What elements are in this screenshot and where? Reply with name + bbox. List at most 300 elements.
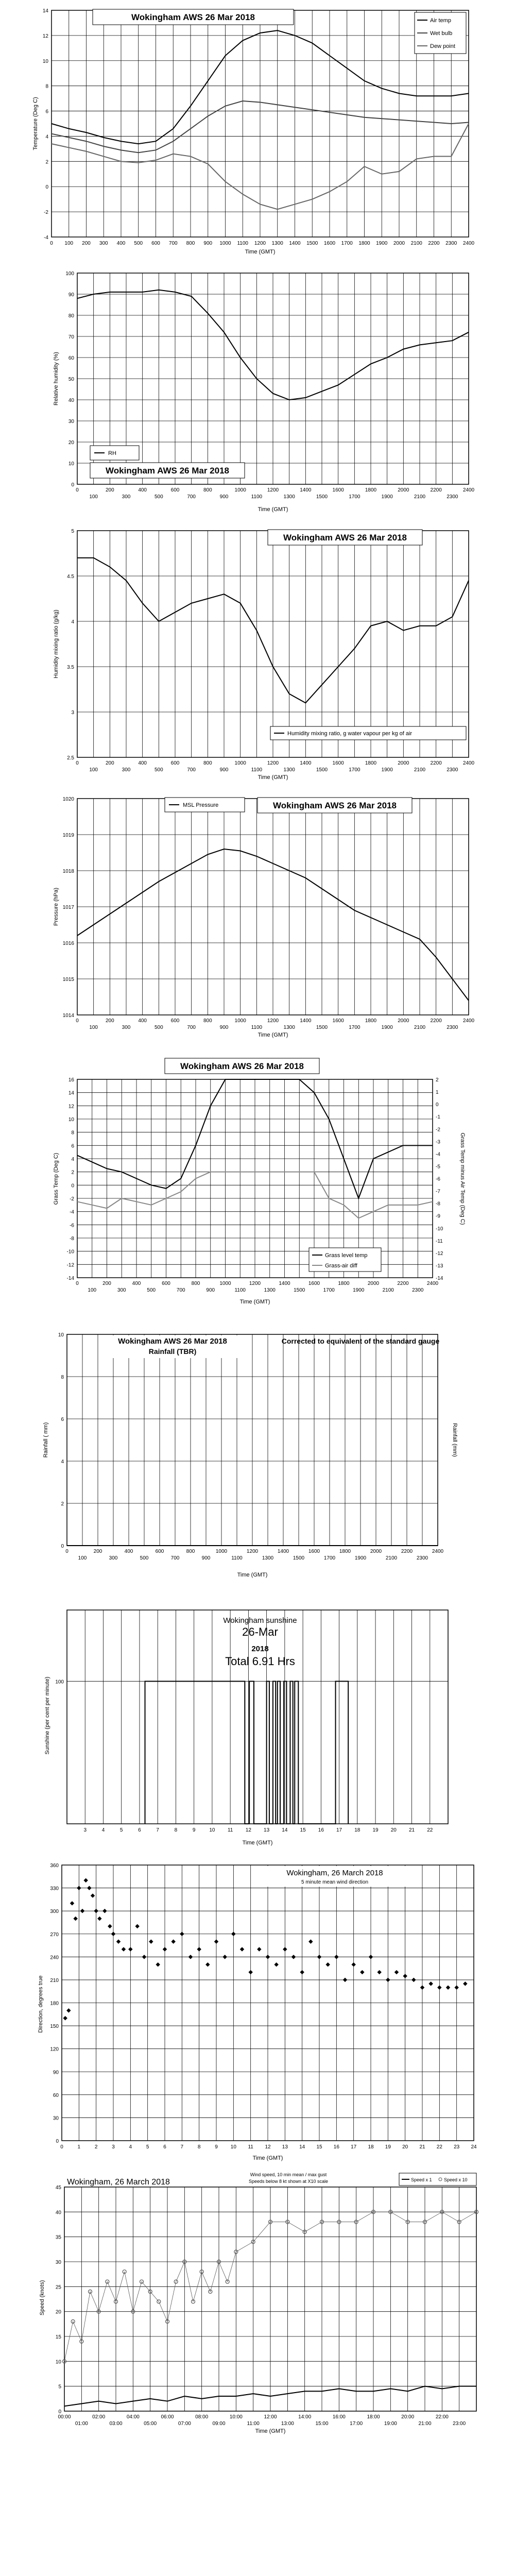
x-tick-label: 1700 bbox=[323, 1555, 336, 1561]
x-axis-label: Time (GMT) bbox=[245, 249, 276, 255]
data-point bbox=[97, 1917, 101, 1921]
data-point bbox=[80, 1909, 84, 1913]
x-tick-label: 1700 bbox=[349, 1025, 360, 1030]
y-tick-label: 330 bbox=[50, 1886, 59, 1892]
y-tick-label: 20 bbox=[55, 2309, 61, 2315]
data-point bbox=[108, 1924, 112, 1928]
x-axis-label: Time (GMT) bbox=[242, 1840, 273, 1846]
x-tick-label: 800 bbox=[186, 241, 195, 246]
y-axis-label: Speed (knots) bbox=[39, 2280, 45, 2316]
data-point bbox=[274, 1962, 278, 1967]
x-tick-label: 2300 bbox=[447, 767, 458, 773]
legend-label-hmr: Humidity mixing ratio, g water vapour per kg of air bbox=[287, 731, 413, 737]
y-tick-label: 1017 bbox=[62, 905, 74, 910]
y-tick-label: 120 bbox=[50, 2046, 59, 2053]
wind-speed-chart-panel bbox=[0, 2169, 515, 2437]
x-tick-label: 1900 bbox=[353, 1287, 365, 1293]
x-tick-label: 11:00 bbox=[247, 2421, 260, 2427]
x-tick-label: 200 bbox=[82, 241, 91, 246]
temperature-chart-panel bbox=[0, 0, 515, 258]
pressure-chart bbox=[0, 783, 515, 1041]
data-point bbox=[257, 1947, 261, 1951]
x-tick-label: 1700 bbox=[341, 241, 353, 246]
data-point bbox=[420, 1986, 424, 1990]
y2-tick-label: -1 bbox=[436, 1114, 440, 1121]
y-tick-label: -10 bbox=[66, 1249, 74, 1255]
x-tick-label: 02:00 bbox=[92, 2414, 106, 2420]
y-tick-label: 40 bbox=[68, 398, 74, 403]
humidity-chart-panel bbox=[0, 258, 515, 515]
y-tick-label: 240 bbox=[50, 1955, 59, 1961]
legend-label-speed1: Speed x 1 bbox=[411, 2177, 432, 2182]
y-tick-label: 30 bbox=[55, 2260, 61, 2265]
x-tick-label: 2200 bbox=[430, 487, 442, 493]
y-tick-label: -2 bbox=[70, 1196, 74, 1202]
x-tick-label: 10:00 bbox=[229, 2414, 243, 2420]
x-tick-label: 300 bbox=[122, 494, 131, 500]
x-tick-label: 900 bbox=[219, 767, 229, 773]
x-tick-label: 2200 bbox=[430, 760, 442, 766]
x-tick-label: 1000 bbox=[234, 760, 246, 766]
x-tick-label: 2200 bbox=[397, 1281, 409, 1286]
chart-subtitle: Wind speed, 10 min mean / max gust bbox=[250, 2172, 327, 2177]
x-tick-label: 2400 bbox=[432, 1549, 444, 1554]
data-point bbox=[334, 1955, 338, 1959]
x-tick-label: 1 bbox=[77, 2144, 81, 2150]
data-point bbox=[83, 1878, 88, 1882]
x-tick-label: 1800 bbox=[358, 241, 370, 246]
x-tick-label: 18 bbox=[368, 2144, 374, 2150]
y-tick-label: 5 bbox=[71, 529, 74, 534]
x-tick-label: 1000 bbox=[234, 487, 246, 493]
x-tick-label: 2000 bbox=[393, 241, 405, 246]
y2-tick-label: -6 bbox=[436, 1176, 440, 1182]
y2-tick-label: -13 bbox=[436, 1263, 443, 1269]
y-tick-label: 2.5 bbox=[67, 755, 74, 761]
x-tick-label: 1300 bbox=[262, 1555, 274, 1561]
x-tick-label: 2100 bbox=[385, 1555, 398, 1561]
data-point bbox=[411, 1978, 416, 1982]
y-tick-label: 50 bbox=[68, 377, 74, 382]
x-tick-label: 2200 bbox=[401, 1549, 413, 1554]
x-tick-label: 1100 bbox=[237, 241, 249, 246]
x-tick-label: 2300 bbox=[416, 1555, 428, 1561]
x-tick-label: 100 bbox=[88, 1287, 97, 1293]
chart-subtitle: 5 minute mean wind direction bbox=[301, 1879, 369, 1885]
x-tick-label: 1000 bbox=[219, 241, 231, 246]
y-tick-label: 20 bbox=[68, 440, 74, 446]
y-tick-label: 30 bbox=[68, 419, 74, 425]
x-tick-label: 08:00 bbox=[195, 2414, 209, 2420]
x-tick-label: 700 bbox=[168, 241, 178, 246]
x-tick-label: 2000 bbox=[398, 1018, 409, 1024]
wind-speed-chart bbox=[0, 2169, 515, 2437]
x-tick-label: 2400 bbox=[462, 241, 475, 246]
x-tick-label: 600 bbox=[155, 1549, 164, 1554]
x-tick-label: 1100 bbox=[251, 494, 263, 500]
data-point bbox=[317, 1955, 321, 1959]
y-tick-label: 12 bbox=[68, 1104, 74, 1110]
y-tick-label: 0 bbox=[45, 184, 48, 191]
x-tick-label: 400 bbox=[138, 760, 147, 766]
y-axis-label: Temperature (Deg C) bbox=[32, 97, 39, 150]
x-tick-label: 1900 bbox=[376, 241, 388, 246]
x-tick-label: 05:00 bbox=[144, 2421, 157, 2427]
x-tick-label: 500 bbox=[154, 767, 163, 773]
x-tick-label: 2200 bbox=[430, 1018, 442, 1024]
y-tick-label: 70 bbox=[68, 334, 74, 340]
y-tick-label: 6 bbox=[61, 1417, 64, 1422]
y2-tick-label: -3 bbox=[436, 1139, 440, 1145]
x-axis-label: Time (GMT) bbox=[237, 1572, 268, 1578]
plot-frame bbox=[67, 1610, 448, 1824]
x-tick-label: 1300 bbox=[264, 1287, 276, 1293]
y2-tick-label: -8 bbox=[436, 1201, 440, 1207]
x-tick-label: 12:00 bbox=[264, 2414, 277, 2420]
x-axis-label: Time (GMT) bbox=[239, 1299, 270, 1305]
x-axis-label: Time (GMT) bbox=[258, 1032, 288, 1038]
x-tick-label: 09:00 bbox=[212, 2421, 226, 2427]
x-tick-label: 12 bbox=[265, 2144, 271, 2150]
x-tick-label: 1400 bbox=[289, 241, 301, 246]
y-tick-label: -4 bbox=[44, 235, 48, 241]
x-tick-label: 600 bbox=[170, 760, 180, 766]
x-tick-label: 900 bbox=[201, 1555, 211, 1561]
data-point bbox=[222, 1955, 227, 1959]
data-point bbox=[102, 1909, 107, 1913]
data-point bbox=[188, 1955, 193, 1959]
x-tick-label: 3 bbox=[83, 1827, 87, 1833]
x-tick-label: 0 bbox=[65, 1549, 68, 1554]
x-tick-label: 200 bbox=[93, 1549, 102, 1554]
x-tick-label: 2400 bbox=[462, 1018, 475, 1024]
y-tick-label: 14 bbox=[68, 1090, 74, 1096]
x-tick-label: 06:00 bbox=[161, 2414, 174, 2420]
x-tick-label: 1300 bbox=[283, 494, 295, 500]
x-tick-label: 4 bbox=[129, 2144, 132, 2150]
x-tick-label: 1300 bbox=[271, 241, 283, 246]
data-point bbox=[77, 1886, 81, 1890]
y-tick-label: 1016 bbox=[62, 941, 74, 946]
data-point bbox=[135, 1924, 139, 1928]
x-tick-label: 2100 bbox=[414, 767, 426, 773]
y2-tick-label: 2 bbox=[436, 1077, 439, 1083]
data-point bbox=[156, 1962, 160, 1967]
x-tick-label: 1600 bbox=[332, 1018, 344, 1024]
y2-tick-label: 0 bbox=[436, 1102, 439, 1108]
x-tick-label: 18:00 bbox=[367, 2414, 380, 2420]
x-tick-label: 600 bbox=[151, 241, 160, 246]
x-tick-label: 0 bbox=[50, 241, 53, 246]
x-tick-label: 400 bbox=[138, 487, 147, 493]
x-tick-label: 200 bbox=[105, 760, 114, 766]
y-axis-label: Humidity mixing ratio (g/kg) bbox=[53, 609, 59, 679]
y-axis-label: Pressure (hPa) bbox=[53, 888, 59, 926]
x-tick-label: 500 bbox=[140, 1555, 149, 1561]
x-tick-label: 11 bbox=[248, 2144, 253, 2150]
data-point bbox=[403, 1974, 407, 1978]
x-tick-label: 600 bbox=[170, 1018, 180, 1024]
y-tick-label: 100 bbox=[65, 271, 74, 277]
x-tick-label: 2400 bbox=[462, 487, 475, 493]
grass-temp-chart bbox=[0, 1051, 515, 1309]
data-point bbox=[87, 1886, 91, 1890]
data-point bbox=[63, 2016, 67, 2020]
y-tick-label: 180 bbox=[50, 2001, 59, 2007]
y-tick-label: -2 bbox=[44, 210, 48, 216]
chart-title: Wokingham AWS 26 Mar 2018 bbox=[273, 801, 397, 810]
x-tick-label: 200 bbox=[102, 1281, 111, 1286]
y-tick-label: 300 bbox=[50, 1909, 59, 1915]
x-tick-label: 600 bbox=[170, 487, 180, 493]
y2-tick-label: -10 bbox=[436, 1226, 443, 1232]
y-tick-label: 90 bbox=[53, 2070, 59, 2076]
y2-tick-label: -9 bbox=[436, 1213, 440, 1219]
x-tick-label: 13:00 bbox=[281, 2421, 294, 2427]
x-tick-label: 2300 bbox=[445, 241, 457, 246]
data-point bbox=[240, 1947, 244, 1951]
x-tick-label: 900 bbox=[203, 241, 213, 246]
data-point bbox=[111, 1932, 115, 1936]
y2-tick-label: -7 bbox=[436, 1189, 440, 1195]
data-point bbox=[73, 1917, 77, 1921]
y-tick-label: 60 bbox=[53, 2092, 59, 2098]
x-tick-label: 2300 bbox=[412, 1287, 424, 1293]
x-tick-label: 04:00 bbox=[126, 2414, 140, 2420]
x-tick-label: 23:00 bbox=[453, 2421, 466, 2427]
chart-title: Wokingham AWS 26 Mar 2018 bbox=[106, 466, 229, 476]
y-tick-label: 10 bbox=[58, 1332, 64, 1338]
x-tick-label: 100 bbox=[64, 241, 74, 246]
mixing-ratio-chart-panel bbox=[0, 515, 515, 783]
x-tick-label: 1400 bbox=[300, 487, 312, 493]
data-point bbox=[266, 1955, 270, 1959]
y-tick-label: 3.5 bbox=[67, 665, 74, 670]
data-point bbox=[197, 1947, 201, 1951]
x-tick-label: 20 bbox=[390, 1827, 397, 1833]
x-tick-label: 9 bbox=[215, 2144, 218, 2150]
x-tick-label: 6 bbox=[138, 1827, 141, 1833]
chart-total: Total 6.91 Hrs bbox=[225, 1655, 295, 1668]
x-tick-label: 17 bbox=[336, 1827, 342, 1833]
rainfall-chart bbox=[0, 1319, 515, 1587]
x-tick-label: 800 bbox=[203, 760, 212, 766]
y-tick-label: -8 bbox=[70, 1236, 74, 1242]
x-tick-label: 1200 bbox=[246, 1549, 259, 1554]
y-tick-label: 4 bbox=[71, 1157, 74, 1162]
x-axis-label: Time (GMT) bbox=[252, 2155, 283, 2161]
data-point bbox=[142, 1955, 146, 1959]
x-tick-label: 1200 bbox=[267, 1018, 279, 1024]
y-tick-label: 4 bbox=[45, 134, 48, 140]
x-tick-label: 22 bbox=[436, 2144, 442, 2150]
x-tick-label: 800 bbox=[191, 1281, 200, 1286]
x-axis-label: Time (GMT) bbox=[258, 506, 288, 513]
y-tick-label: 14 bbox=[42, 8, 48, 14]
y-tick-label: 0 bbox=[58, 2409, 61, 2415]
chart-note: Corrected to equivalent of the standard gauge bbox=[281, 1337, 440, 1345]
x-tick-label: 2100 bbox=[414, 494, 426, 500]
x-axis-label: Time (GMT) bbox=[255, 2428, 286, 2434]
x-tick-label: 4 bbox=[101, 1827, 105, 1833]
chart-title: Wokingham AWS 26 Mar 2018 bbox=[180, 1061, 304, 1071]
y-tick-label: 80 bbox=[68, 313, 74, 319]
x-tick-label: 1700 bbox=[323, 1287, 335, 1293]
x-tick-label: 15:00 bbox=[315, 2421, 329, 2427]
y-tick-label: 6 bbox=[71, 1143, 74, 1149]
y-tick-label: 0 bbox=[61, 1544, 64, 1549]
wind-direction-chart bbox=[0, 1855, 515, 2164]
x-tick-label: 2200 bbox=[428, 241, 440, 246]
x-tick-label: 100 bbox=[89, 494, 98, 500]
x-tick-label: 9 bbox=[192, 1827, 196, 1833]
y-tick-label: 8 bbox=[71, 1130, 74, 1136]
y-tick-label: 45 bbox=[55, 2185, 61, 2191]
x-tick-label: 1500 bbox=[293, 1555, 305, 1561]
y-tick-label: 2 bbox=[71, 1170, 74, 1176]
data-point bbox=[463, 1981, 467, 1986]
x-tick-label: 100 bbox=[89, 1025, 98, 1030]
x-tick-label: 900 bbox=[219, 1025, 229, 1030]
data-point bbox=[343, 1978, 347, 1982]
x-tick-label: 13 bbox=[264, 1827, 270, 1833]
x-tick-label: 1000 bbox=[219, 1281, 231, 1286]
y2-tick-label: -11 bbox=[436, 1238, 443, 1244]
y-tick-label: 10 bbox=[55, 2359, 61, 2365]
x-tick-label: 03:00 bbox=[109, 2421, 123, 2427]
y2-axis-label: Rainfall (mm) bbox=[452, 1423, 458, 1457]
x-tick-label: 16 bbox=[318, 1827, 324, 1833]
y-tick-label: 0 bbox=[56, 2139, 59, 2144]
y-axis-label: Direction, degrees true bbox=[38, 1975, 44, 2033]
x-tick-label: 1600 bbox=[308, 1281, 320, 1286]
x-tick-label: 500 bbox=[154, 1025, 163, 1030]
y-tick-label: 4.5 bbox=[67, 574, 74, 580]
chart-title: Wokingham AWS 26 Mar 2018 bbox=[283, 533, 407, 543]
data-point bbox=[214, 1939, 218, 1943]
y-tick-label: 150 bbox=[50, 2024, 59, 2030]
x-tick-label: 22 bbox=[427, 1827, 433, 1833]
data-point bbox=[386, 1978, 390, 1982]
x-tick-label: 16:00 bbox=[332, 2414, 346, 2420]
y-tick-label: -12 bbox=[66, 1262, 74, 1268]
x-tick-label: 01:00 bbox=[75, 2421, 88, 2427]
mixing-ratio-chart bbox=[0, 515, 515, 783]
x-tick-label: 1600 bbox=[332, 760, 344, 766]
x-tick-label: 400 bbox=[132, 1281, 141, 1286]
x-tick-label: 1900 bbox=[381, 1025, 393, 1030]
x-tick-label: 1200 bbox=[249, 1281, 261, 1286]
data-point bbox=[231, 1932, 235, 1936]
legend-label-dew: Dew point bbox=[430, 43, 455, 49]
data-point bbox=[377, 1970, 381, 1974]
y-tick-label: 0 bbox=[71, 482, 74, 488]
data-point bbox=[94, 1909, 98, 1913]
y-tick-label: 270 bbox=[50, 1931, 59, 1938]
x-tick-label: 5 bbox=[146, 2144, 149, 2150]
data-point bbox=[446, 1986, 450, 1990]
x-tick-label: 1300 bbox=[283, 767, 295, 773]
y-axis-label: Relative humidity (%) bbox=[53, 352, 59, 405]
x-tick-label: 2 bbox=[94, 2144, 98, 2150]
data-point bbox=[91, 1893, 95, 1897]
x-tick-label: 1800 bbox=[338, 1281, 350, 1286]
y-axis-label: Grass Temp (Deg C) bbox=[53, 1153, 59, 1205]
x-tick-label: 800 bbox=[203, 1018, 212, 1024]
x-tick-label: 1400 bbox=[300, 1018, 312, 1024]
data-point bbox=[308, 1939, 313, 1943]
y-tick-label: 60 bbox=[68, 355, 74, 361]
x-tick-label: 900 bbox=[219, 494, 229, 500]
temperature-chart bbox=[0, 0, 515, 258]
x-tick-label: 1100 bbox=[251, 1025, 263, 1030]
data-point bbox=[180, 1932, 184, 1936]
y2-tick-label: 1 bbox=[436, 1090, 439, 1096]
y-tick-label: 12 bbox=[42, 33, 48, 39]
y-tick-label: 40 bbox=[55, 2210, 61, 2216]
x-tick-label: 17 bbox=[351, 2144, 357, 2150]
x-tick-label: 1500 bbox=[316, 767, 328, 773]
x-tick-label: 1800 bbox=[339, 1549, 351, 1554]
y-tick-label: 2 bbox=[45, 159, 48, 165]
sunshine-chart-panel bbox=[0, 1592, 515, 1850]
y-tick-label: 5 bbox=[58, 2384, 61, 2390]
x-tick-label: 1900 bbox=[381, 767, 393, 773]
data-point bbox=[66, 2008, 71, 2012]
x-tick-label: 300 bbox=[109, 1555, 118, 1561]
x-tick-label: 2300 bbox=[447, 1025, 458, 1030]
x-tick-label: 1400 bbox=[279, 1281, 290, 1286]
legend-label-grass: Grass level temp bbox=[325, 1252, 368, 1259]
wind-direction-chart-panel bbox=[0, 1855, 515, 2164]
x-tick-label: 900 bbox=[206, 1287, 215, 1293]
x-axis-label: Time (GMT) bbox=[258, 774, 288, 781]
x-tick-label: 0 bbox=[76, 760, 79, 766]
data-point bbox=[351, 1962, 355, 1967]
x-tick-label: 18 bbox=[354, 1827, 360, 1833]
x-tick-label: 19 bbox=[385, 2144, 391, 2150]
x-tick-label: 14 bbox=[282, 1827, 288, 1833]
x-tick-label: 21 bbox=[419, 2144, 425, 2150]
x-tick-label: 1800 bbox=[365, 487, 377, 493]
y-tick-label: 10 bbox=[68, 1117, 74, 1123]
legend-label-rh: RH bbox=[108, 450, 116, 456]
x-tick-label: 300 bbox=[122, 1025, 131, 1030]
x-tick-label: 7 bbox=[180, 2144, 184, 2150]
chart-title: Wokingham sunshine bbox=[223, 1616, 297, 1625]
data-point bbox=[171, 1939, 175, 1943]
chart-title: Wokingham, 26 March 2018 bbox=[286, 1869, 383, 1877]
x-tick-label: 400 bbox=[124, 1549, 133, 1554]
x-tick-label: 1400 bbox=[300, 760, 312, 766]
x-tick-label: 20 bbox=[402, 2144, 408, 2150]
data-point bbox=[394, 1970, 399, 1974]
y-tick-label: 6 bbox=[45, 109, 48, 115]
data-point bbox=[122, 1947, 126, 1951]
x-tick-label: 2000 bbox=[367, 1281, 380, 1286]
chart-title: Wokingham AWS 26 Mar 2018 bbox=[131, 12, 255, 22]
y-axis-label: Sunshine (per cent per minute) bbox=[44, 1676, 50, 1755]
x-tick-label: 300 bbox=[99, 241, 108, 246]
chart-subtitle-2: Speeds below 8 kt shown at X10 scale bbox=[248, 2179, 329, 2184]
y-tick-label: 4 bbox=[71, 619, 74, 625]
y-tick-label: 25 bbox=[55, 2284, 61, 2291]
x-tick-label: 700 bbox=[187, 494, 196, 500]
x-tick-label: 6 bbox=[163, 2144, 166, 2150]
legend-label-diff: Grass-air diff bbox=[325, 1263, 357, 1269]
legend-label-wet: Wet bulb bbox=[430, 30, 453, 37]
x-tick-label: 100 bbox=[78, 1555, 87, 1561]
